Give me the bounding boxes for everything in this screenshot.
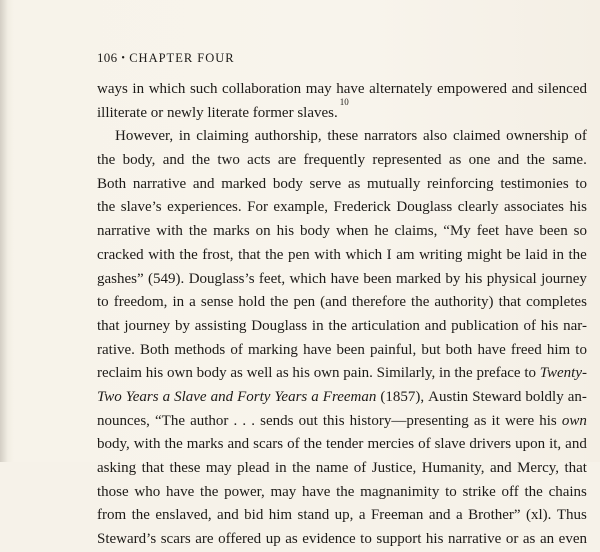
word: have: [302, 483, 331, 500]
text-segment: sends: [260, 412, 294, 429]
text-line: [97, 196, 587, 220]
word: in: [552, 246, 564, 263]
word: of: [574, 128, 587, 145]
word: support: [376, 531, 422, 548]
word: his: [425, 531, 444, 548]
word: him: [268, 507, 293, 524]
word: authority): [434, 294, 494, 311]
word: to: [360, 531, 372, 548]
book-title-italic: Years: [125, 388, 159, 405]
spine-shadow: [0, 0, 8, 462]
word: Both: [97, 175, 127, 192]
word: and: [489, 460, 512, 476]
word: up: [265, 531, 281, 548]
word: physical: [486, 270, 537, 287]
word: body,: [97, 436, 130, 453]
word: sense: [200, 294, 234, 311]
word: pen: [288, 246, 310, 263]
word: he: [374, 223, 389, 240]
word: narrative: [97, 223, 151, 240]
word: that: [238, 246, 261, 263]
text-line: [97, 291, 587, 315]
word: Thus: [556, 507, 587, 524]
word: upon: [515, 436, 546, 453]
word: name: [315, 460, 349, 476]
word: as: [347, 175, 361, 192]
emphasis-italic: own: [561, 412, 587, 429]
word: However,: [115, 128, 174, 145]
word: that: [141, 460, 165, 476]
word: with: [133, 436, 161, 453]
word: of: [523, 317, 536, 334]
word: cracked: [97, 246, 144, 263]
word: empowered: [437, 81, 507, 97]
word: reinforcing: [427, 175, 494, 192]
word: clearly: [457, 199, 499, 216]
word: marking: [247, 341, 298, 358]
word: marked: [221, 175, 267, 192]
word: in: [132, 81, 145, 97]
text-line: [97, 410, 587, 434]
text-line: [97, 315, 587, 339]
word: I: [386, 246, 392, 263]
word: a: [455, 507, 463, 524]
word: as: [285, 531, 298, 548]
word: enslaved,: [155, 507, 212, 524]
word: completes: [526, 294, 587, 311]
word: that: [564, 460, 587, 476]
word: power,: [224, 483, 265, 500]
word: and: [497, 152, 520, 169]
word: it,: [549, 436, 562, 453]
word: freedom,: [113, 294, 168, 311]
word: the: [568, 246, 587, 263]
word: been: [363, 270, 392, 287]
word: and: [565, 436, 587, 453]
word: which: [148, 81, 186, 97]
word: his: [464, 270, 483, 287]
word: journey: [541, 270, 587, 287]
word: narrative: [447, 531, 502, 548]
word: claimed: [452, 128, 501, 145]
word: feet,: [258, 270, 286, 287]
text-segment: preface: [476, 365, 521, 382]
word: the: [411, 294, 430, 311]
text-segment: own: [313, 365, 340, 382]
word: laid: [525, 246, 548, 263]
word: have: [505, 223, 534, 240]
word: associates: [504, 199, 564, 216]
text-segment: his: [145, 365, 164, 382]
word: the: [526, 152, 545, 169]
word: his: [569, 199, 587, 216]
word: For: [247, 199, 268, 216]
word: to: [445, 483, 457, 500]
word: Brother”: [468, 507, 521, 524]
text-segment: body: [196, 365, 227, 382]
word: experiences.: [167, 199, 242, 216]
word: that: [97, 317, 120, 334]
book-title-italic: a: [311, 388, 319, 405]
word: so: [573, 223, 587, 240]
word: might: [466, 246, 502, 263]
chapter-title: CHAPTER FOUR: [129, 51, 235, 65]
word: rative.: [97, 341, 135, 358]
word: mercies: [367, 436, 415, 453]
word: and: [227, 436, 250, 453]
word: his: [540, 317, 559, 334]
text-segment: in: [438, 365, 451, 382]
running-head-separator: •: [121, 53, 126, 64]
word: and: [428, 507, 451, 524]
word: mutually: [367, 175, 421, 192]
text-line: [97, 149, 587, 173]
word: represented: [372, 152, 442, 169]
word: the: [336, 483, 355, 500]
word: Mercy,: [517, 460, 560, 476]
text-segment: “The: [155, 412, 185, 429]
text-segment: to: [524, 365, 537, 382]
text-line: [97, 528, 587, 552]
word: the: [292, 460, 311, 476]
word: strike: [462, 483, 496, 500]
text-line: [97, 339, 587, 363]
word: the: [97, 152, 116, 169]
word: an: [539, 531, 555, 548]
word: off: [501, 483, 519, 500]
word: the: [265, 246, 284, 263]
word: on: [255, 223, 271, 240]
word: body: [272, 175, 303, 192]
word: stand: [297, 507, 330, 524]
word: articulation: [351, 317, 420, 334]
word: offered: [218, 531, 262, 548]
running-head: [97, 50, 235, 66]
word: narrative: [132, 175, 187, 192]
word: publication: [451, 317, 519, 334]
book-title-italic: Slave: [174, 388, 207, 405]
text-line: [97, 244, 587, 268]
word: silenced: [537, 81, 587, 97]
word: Humanity,: [421, 460, 485, 476]
text-segment: .: [251, 412, 256, 429]
text-line: [97, 457, 587, 481]
text-line: [97, 125, 587, 149]
word: of: [418, 436, 431, 453]
word: are: [277, 152, 297, 169]
word: a: [189, 294, 196, 311]
book-title-italic: Freeman: [322, 388, 377, 405]
word: freed: [510, 341, 542, 358]
body-text: [97, 78, 587, 552]
word: assisting: [194, 317, 247, 334]
text-segment: Similarly,: [376, 365, 436, 382]
text-line: [97, 220, 587, 244]
word: scars: [253, 436, 284, 453]
text-segment: Austin: [428, 388, 469, 405]
text-segment: the: [454, 365, 473, 382]
word: evidence: [302, 531, 356, 548]
word: and: [217, 507, 239, 524]
text-segment: an-: [567, 388, 587, 405]
word: (549).: [148, 270, 185, 287]
word: marks: [213, 223, 250, 240]
word: also: [423, 128, 448, 145]
word: serve: [309, 175, 342, 192]
text-line: [97, 433, 587, 457]
word: up,: [334, 507, 354, 524]
word: the: [191, 152, 211, 169]
text-segment: reclaim: [97, 365, 142, 382]
footnote-reference: 10: [339, 96, 349, 107]
word: and: [511, 81, 534, 97]
text-segment: pain.: [343, 365, 373, 382]
word: from: [97, 507, 127, 524]
word: Douglass: [396, 199, 453, 216]
word: may: [305, 81, 332, 97]
word: asking: [97, 460, 137, 476]
word: am: [396, 246, 415, 263]
word: in: [311, 317, 324, 334]
book-title-italic: Two: [97, 388, 122, 405]
text-segment: boldly: [525, 388, 564, 405]
word: the: [188, 223, 208, 240]
word: be: [506, 246, 521, 263]
word: narrators: [363, 128, 418, 145]
book-title-italic: and: [210, 388, 234, 405]
book-title-italic: Forty: [237, 388, 271, 405]
word: authorship,: [254, 128, 322, 145]
word: two: [217, 152, 240, 169]
word: his: [276, 223, 295, 240]
word: frost,: [202, 246, 234, 263]
word: collaboration: [222, 81, 302, 97]
text-segment: nounces,: [97, 412, 150, 429]
word: been: [539, 223, 568, 240]
word: drivers: [469, 436, 512, 453]
word: methods: [174, 341, 226, 358]
word: have: [330, 270, 359, 287]
word: the: [97, 199, 116, 216]
word: Douglass’s: [188, 270, 255, 287]
text-line: [97, 173, 587, 197]
word: bid: [244, 507, 264, 524]
word: both: [445, 341, 473, 358]
word: but: [421, 341, 441, 358]
word: by: [174, 317, 190, 334]
word: painful,: [369, 341, 417, 358]
word: that: [498, 294, 522, 311]
text-line: [97, 268, 587, 292]
text-segment: as: [276, 365, 289, 382]
word: the: [524, 483, 543, 500]
word: alternately: [369, 81, 433, 97]
text-segment: .: [242, 412, 247, 429]
word: Frederick: [333, 199, 391, 216]
word: with: [148, 246, 175, 263]
text-segment: history—presenting: [349, 412, 469, 429]
text-line: [97, 362, 587, 386]
word: in: [172, 294, 185, 311]
word: (and: [320, 294, 347, 311]
text-segment: (1857),: [380, 388, 425, 405]
word: the: [179, 246, 198, 263]
word: the: [164, 436, 183, 453]
word: or: [505, 531, 519, 548]
word: as: [522, 531, 536, 548]
book-title-italic: Twenty-: [539, 365, 587, 382]
word: pen: [293, 294, 316, 311]
book-title-italic: a: [162, 388, 171, 405]
word: scars: [160, 531, 191, 548]
word: marks: [186, 436, 224, 453]
word: of: [353, 460, 367, 476]
word: with: [156, 223, 183, 240]
text-segment: Steward: [472, 388, 522, 405]
word: (xl).: [526, 507, 552, 524]
word: “My: [443, 223, 471, 240]
word: these: [169, 460, 201, 476]
text-segment: as: [473, 412, 487, 429]
page-number: 106: [97, 50, 118, 65]
word: in: [275, 460, 287, 476]
word: tender: [325, 436, 364, 453]
word: one: [468, 152, 491, 169]
word: which: [289, 270, 327, 287]
word: may: [205, 460, 232, 476]
word: a: [358, 507, 366, 524]
word: the: [303, 436, 322, 453]
word: example,: [273, 199, 328, 216]
word: magnanimity: [360, 483, 440, 500]
word: as: [448, 152, 462, 169]
text-segment: were: [504, 412, 535, 429]
text-segment: this: [322, 412, 345, 429]
text-line: [97, 96, 587, 126]
word: such: [189, 81, 218, 97]
text-line: [97, 504, 587, 528]
word: Freeman: [370, 507, 424, 524]
word: even: [558, 531, 587, 548]
word: gashes”: [97, 270, 144, 287]
word: marked: [396, 270, 442, 287]
word: may: [270, 483, 297, 500]
word: have: [336, 81, 365, 97]
word: therefore: [351, 294, 406, 311]
word: these: [327, 128, 359, 145]
text-line: [97, 386, 587, 410]
word: to: [575, 341, 587, 358]
word: to: [97, 294, 109, 311]
word: with: [314, 246, 341, 263]
word: Douglass: [251, 317, 308, 334]
word: been: [336, 341, 365, 358]
word: of: [287, 436, 300, 453]
word: the: [200, 483, 219, 500]
word: and: [424, 317, 447, 334]
word: those: [97, 483, 129, 500]
word: claiming: [196, 128, 249, 145]
text-segment: as: [230, 365, 243, 382]
word: slave: [434, 436, 466, 453]
text-segment: author: [190, 412, 229, 429]
word: body: [300, 223, 331, 240]
word: by: [445, 270, 461, 287]
word: the: [328, 317, 347, 334]
word: Steward’s: [97, 531, 157, 548]
text-segment: his: [539, 412, 557, 429]
text-segment: out: [298, 412, 318, 429]
word: journey: [124, 317, 171, 334]
word: when: [335, 223, 369, 240]
word: him: [546, 341, 571, 358]
text-segment: well: [246, 365, 273, 382]
book-title-italic: Years: [274, 388, 308, 405]
word: in: [178, 128, 191, 145]
word: acts: [247, 152, 271, 169]
word: body,: [122, 152, 156, 169]
word: Justice,: [371, 460, 417, 476]
word: have: [165, 483, 195, 500]
word: frequently: [303, 152, 366, 169]
text-segment: it: [491, 412, 500, 429]
word: ways: [97, 81, 128, 97]
word: chains: [548, 483, 587, 500]
word: which: [345, 246, 383, 263]
word: have: [477, 341, 506, 358]
word: hold: [238, 294, 266, 311]
word: and: [192, 175, 215, 192]
word: slave’s: [120, 199, 162, 216]
word: Both: [140, 341, 170, 358]
word: feet: [476, 223, 500, 240]
text-segment: .: [233, 412, 238, 429]
word: nar-: [563, 317, 587, 334]
word: have: [303, 341, 332, 358]
word: the: [131, 507, 150, 524]
text-segment: own: [167, 365, 193, 382]
text-line-content: illiterate or newly literate former slaves.: [97, 104, 338, 121]
word: ownership: [506, 128, 569, 145]
text-segment: his: [292, 365, 310, 382]
word: claims,: [394, 223, 438, 240]
word: the: [270, 294, 289, 311]
word: testimonies: [500, 175, 569, 192]
word: of: [230, 341, 243, 358]
word: same.: [552, 152, 587, 169]
text-line: [97, 481, 587, 505]
word: to: [575, 175, 587, 192]
word: who: [134, 483, 161, 500]
word: and: [162, 152, 185, 169]
word: are: [195, 531, 214, 548]
word: writing: [419, 246, 463, 263]
word: plead: [237, 460, 270, 476]
